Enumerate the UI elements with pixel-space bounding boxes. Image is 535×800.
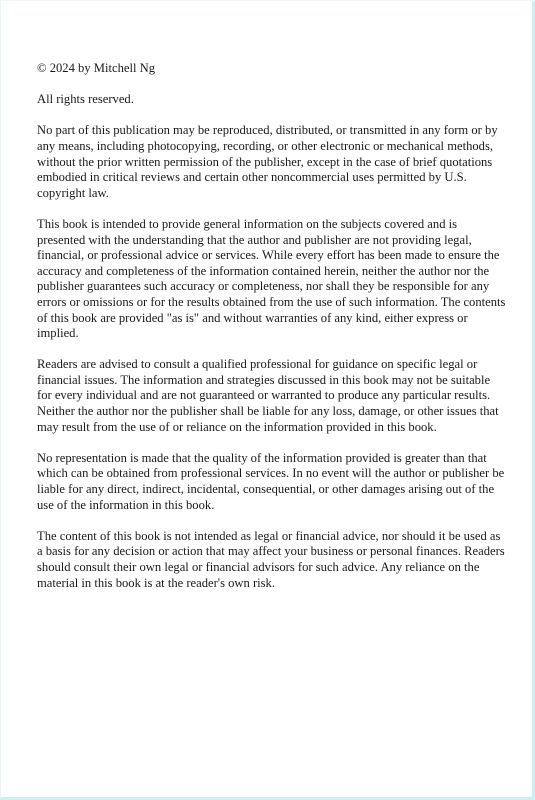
rights-reserved: All rights reserved.: [37, 92, 134, 107]
page-content: [37, 61, 507, 607]
paragraph-no-representation: No representation is made that the quality of the information provided is greater than that which can be obtained from professional services. In no event will the author or publisher be liable for any direct, indirect, incidental, consequential, or other damages arising out of the use of the information in this book.: [37, 450, 505, 512]
paragraph-consult-professional: Readers are advised to consult a qualified professional for guidance on specific legal or financial issues. The information and strategies discussed in this book may not be suitable for every individual and are not guaranteed or warranted to produce any particular results. Neither the author nor the publisher shall be liable for any loss, damage, or other issues that may result from the use of or reliance on the information provided in this book.: [37, 357, 499, 434]
paragraph-reproduction: No part of this publication may be reproduced, distributed, or transmitted in any form or by any means, including photocopying, recording, or other electronic or mechanical methods, without the prior written permission of the publisher, except in the case of brief quotations embodied in critical reviews and certain other noncommercial uses permitted by U.S. copyright law.: [37, 123, 498, 200]
copyright-notice: © 2024 by Mitchell Ng: [37, 61, 156, 75]
paragraph-not-advice: The content of this book is not intended as legal or financial advice, nor should it be used as a basis for any decision or action that may affect your business or personal finances. Readers should consult their own legal or financial advisors for such advice. Any reliance on the material in this book is at the reader's own risk.: [37, 528, 505, 590]
paragraph-general-information: This book is intended to provide general information on the subjects covered and is presented with the understanding that the author and publisher are not providing legal, financial, or professional advice or services. While every effort has been made to ensure the accuracy and completeness of the information contained herein, neither the author nor the publisher guarantees such accuracy or completeness, nor shall they be responsible for any errors or omissions or for the results obtained from the use of such information. The contents of this book are provided "as is" and without warranties of any kind, either express or implied.: [37, 216, 506, 341]
